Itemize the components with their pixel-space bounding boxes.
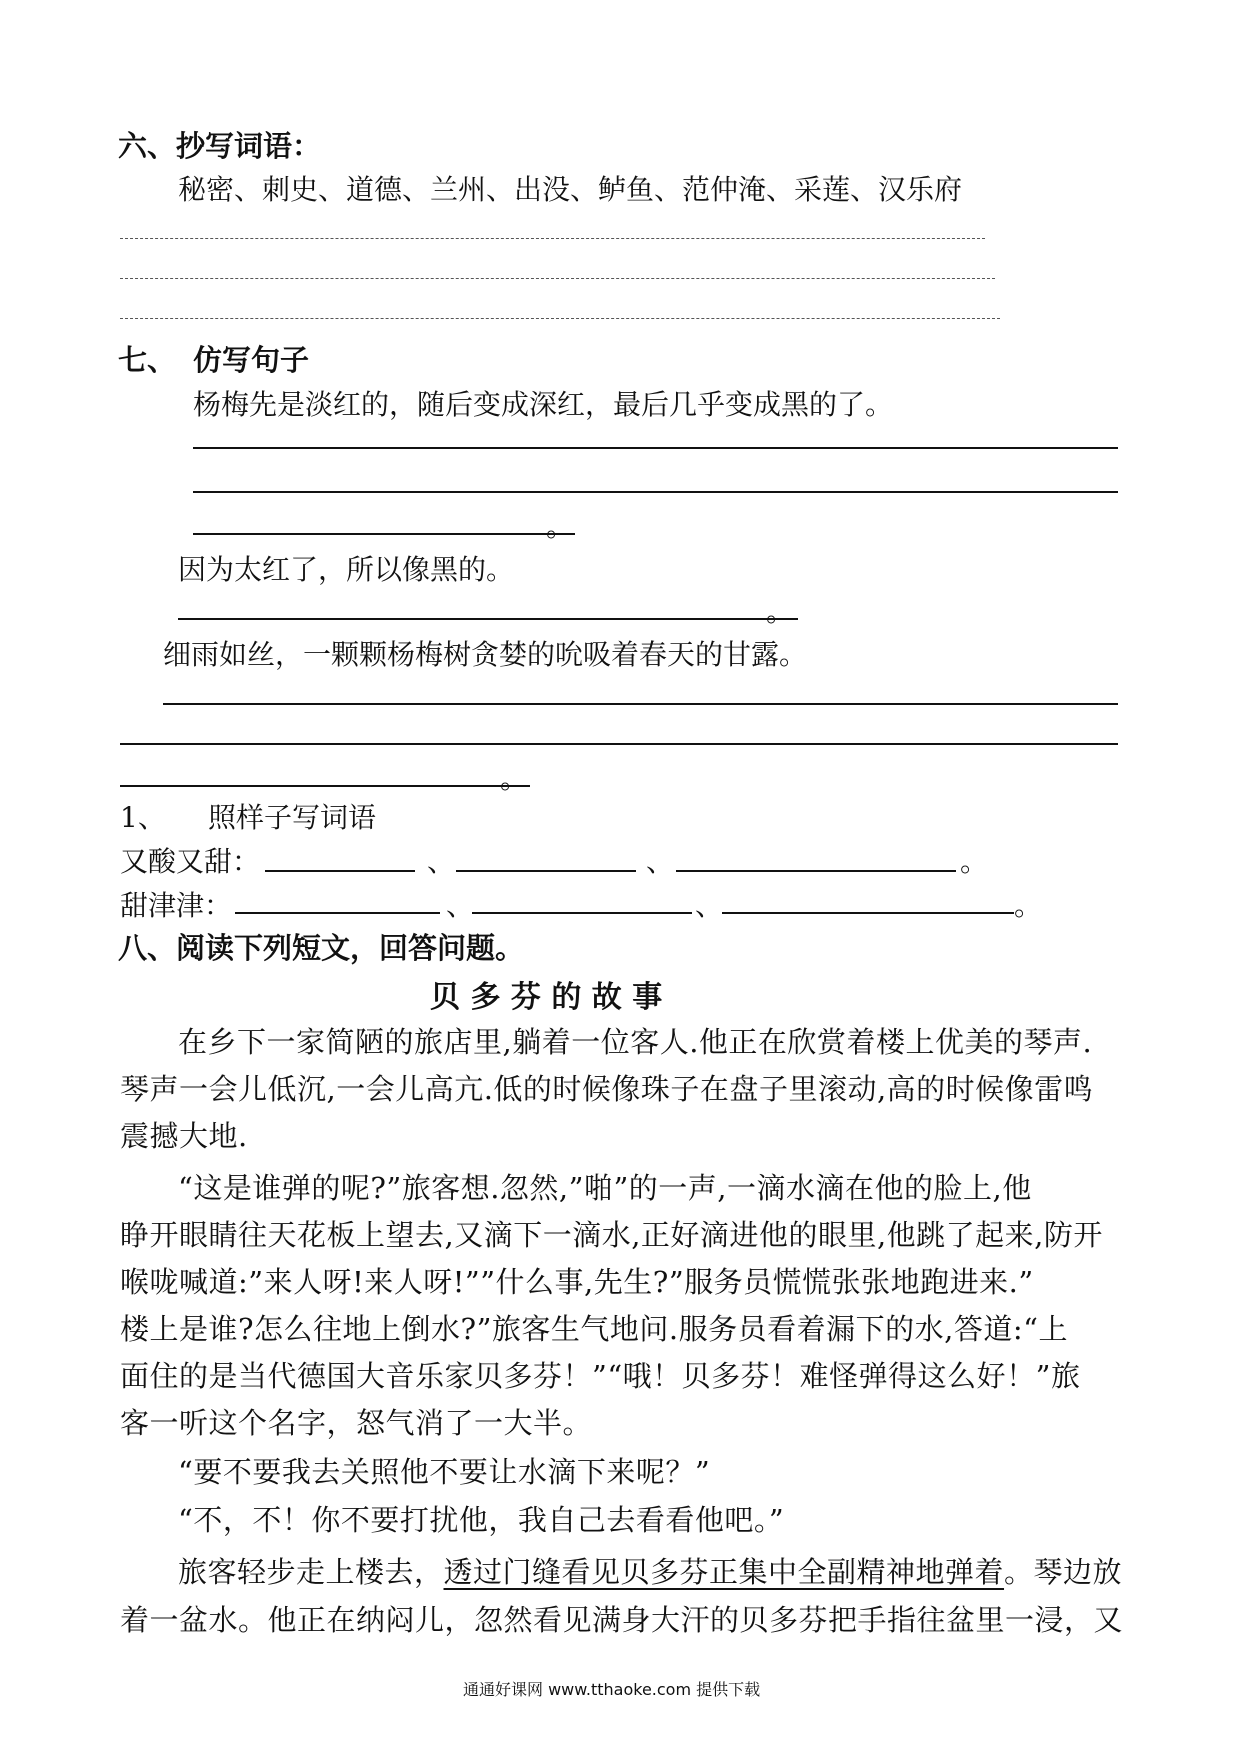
- answer-line-1a: [193, 447, 1118, 449]
- story-line: 喉咙喊道:”来人呀!来人呀!””什么事,先生?”服务员慌慌张张地跑进来.”: [120, 1265, 1034, 1299]
- copy-line-3: [120, 318, 1000, 319]
- story-line-post: 。琴边放: [1004, 1555, 1123, 1589]
- copy-line-2: [120, 278, 995, 279]
- answer-line-3c: [120, 785, 530, 787]
- word-row-2-label: 甜津津：: [120, 889, 233, 922]
- section-6-words: 秘密、刺史、道德、兰州、出没、鲈鱼、范仲淹、采莲、汉乐府: [178, 173, 963, 206]
- story-line: “要不要我去关照他不要让水滴下来呢？”: [178, 1455, 711, 1489]
- story-line: 睁开眼睛往天花板上望去,又滴下一滴水,正好滴进他的眼里,他跳了起来,防开: [120, 1218, 1103, 1252]
- word-row-1-period: 。: [960, 845, 989, 878]
- story-line: “不，不！你不要打扰他，我自己去看看他吧。”: [178, 1503, 785, 1537]
- model-sentence-2: 因为太红了，所以像黑的。: [178, 553, 515, 586]
- word-row-2-blank-3: [722, 912, 1014, 914]
- story-line: 客一听这个名字，怒气消了一大半。: [120, 1406, 593, 1440]
- story-line-pre: 旅客轻步走上楼去，: [178, 1555, 444, 1589]
- section-7-number: 七、: [118, 343, 177, 377]
- word-row-2-sep-2: 、: [695, 889, 724, 922]
- story-line: 震撼大地.: [120, 1119, 248, 1153]
- model-sentence-1: 杨梅先是淡红的，随后变成深红，最后几乎变成黑的了。: [193, 388, 894, 421]
- story-line-underlined-row: [178, 1550, 1122, 1591]
- answer-line-1c: [193, 533, 575, 535]
- word-row-2-sep-1: 、: [446, 889, 475, 922]
- answer-line-3b: [120, 743, 1118, 745]
- word-row-1-blank-1: [265, 870, 415, 872]
- answer-line-3a: [163, 703, 1118, 705]
- page-footer: 通通好课网 www.tthaoke.com 提供下载: [463, 1680, 761, 1699]
- story-line: 面住的是当代德国大音乐家贝多芬！”“哦！贝多芬！难怪弹得这么好！”旅: [120, 1359, 1081, 1393]
- word-row-1-sep-1: 、: [427, 845, 456, 878]
- word-row-2-blank-1: [235, 912, 440, 914]
- word-task-number: 1、: [120, 801, 166, 834]
- word-row-1-blank-3: [676, 870, 956, 872]
- section-7-title: 仿写句子: [193, 343, 310, 377]
- word-row-1-sep-2: 、: [646, 845, 675, 878]
- story-line: “这是谁弹的呢?”旅客想.忽然,”啪”的一声,一滴水滴在他的脸上,他: [178, 1171, 1032, 1205]
- copy-line-1: [120, 238, 985, 239]
- story-underlined-phrase: 透过门缝看见贝多芬正集中全副精神地弹着: [443, 1555, 1005, 1589]
- story-title: 贝 多 芬 的 故 事: [430, 980, 663, 1015]
- answer-period-1: 。: [546, 510, 575, 543]
- section-6-heading: 六、抄写词语：: [118, 129, 322, 163]
- story-line: 在乡下一家简陋的旅店里,躺着一位客人.他正在欣赏着楼上优美的琴声.: [178, 1025, 1093, 1059]
- answer-period-2: 。: [766, 595, 795, 628]
- answer-period-3: 。: [500, 762, 529, 795]
- word-row-1-label: 又酸又甜：: [120, 845, 261, 878]
- model-sentence-3: 细雨如丝，一颗颗杨梅树贪婪的吮吸着春天的甘露。: [163, 638, 808, 671]
- story-line: 着一盆水。他正在纳闷儿，忽然看见满身大汗的贝多芬把手指往盆里一浸，又: [120, 1603, 1124, 1637]
- word-task-title: 照样子写词语: [208, 801, 377, 834]
- word-row-2-blank-2: [472, 912, 692, 914]
- story-line: 琴声一会儿低沉,一会儿高亢.低的时候像珠子在盘子里滚动,高的时候像雷鸣: [120, 1072, 1094, 1106]
- story-line: 楼上是谁?怎么往地上倒水?”旅客生气地问.服务员看着漏下的水,答道:“上: [120, 1312, 1068, 1346]
- word-row-2-period: 。: [1014, 889, 1043, 922]
- word-row-1-blank-2: [456, 870, 636, 872]
- section-8-heading: 八、阅读下列短文，回答问题。: [118, 931, 525, 965]
- answer-line-2: [178, 618, 798, 620]
- answer-line-1b: [193, 491, 1118, 493]
